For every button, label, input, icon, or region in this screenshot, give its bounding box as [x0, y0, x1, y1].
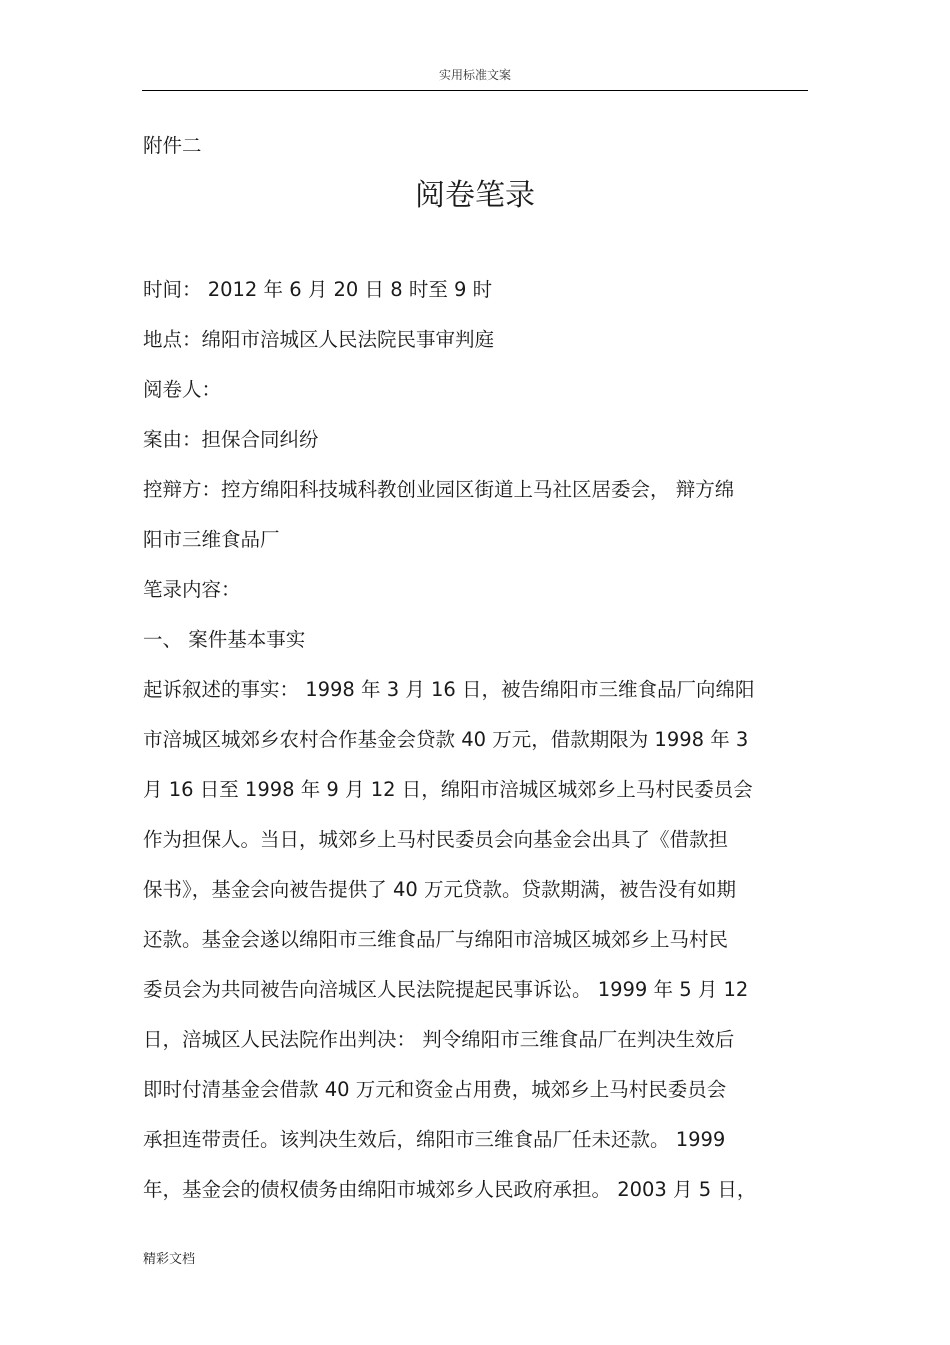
body-line: 保书》，基金会向被告提供了 40 万元贷款。贷款期满，被告没有如期 — [143, 878, 736, 901]
body-line: 委员会为共同被告向涪城区人民法院提起民事诉讼。 1999 年 5 月 12 — [143, 978, 749, 1001]
page-header: 实用标准文案 — [438, 68, 511, 82]
body-line: 笔录内容： — [143, 578, 241, 601]
body-line: 阳市三维食品厂 — [143, 528, 280, 551]
header-rule — [142, 90, 808, 91]
body-line: 日，涪城区人民法院作出判决： 判令绵阳市三维食品厂在判决生效后 — [143, 1028, 735, 1051]
body-line: 案由：担保合同纠纷 — [143, 428, 319, 451]
body-line: 起诉叙述的事实： 1998 年 3 月 16 日，被告绵阳市三维食品厂向绵阳 — [143, 678, 755, 701]
body-line: 即时付清基金会借款 40 万元和资金占用费，城郊乡上马村民委员会 — [143, 1078, 727, 1101]
body-line: 控辩方：控方绵阳科技城科教创业园区街道上马社区居委会， 辩方绵 — [143, 478, 735, 501]
section-heading: 一、 案件基本事实 — [143, 628, 306, 651]
body-line: 月 16 日至 1998 年 9 月 12 日，绵阳市涪城区城郊乡上马村民委员会 — [143, 778, 753, 801]
page-title: 阅卷笔录 — [415, 178, 535, 213]
body-line: 时间： 2012 年 6 月 20 日 8 时至 9 时 — [143, 278, 493, 301]
body-line: 阅卷人： — [143, 378, 222, 401]
body-line: 年，基金会的债权债务由绵阳市城郊乡人民政府承担。 2003 月 5 日， — [143, 1178, 757, 1201]
body-line: 作为担保人。当日，城郊乡上马村民委员会向基金会出具了《借款担 — [143, 828, 729, 851]
body-line: 地点：绵阳市涪城区人民法院民事审判庭 — [143, 328, 495, 351]
body-line: 承担连带责任。该判决生效后，绵阳市三维食品厂任未还款。 1999 — [143, 1128, 726, 1151]
body-line: 还款。基金会遂以绵阳市三维食品厂与绵阳市涪城区城郊乡上马村民 — [143, 928, 729, 951]
page-footer: 精彩文档 — [143, 1252, 196, 1267]
body-line: 市涪城区城郊乡农村合作基金会贷款 40 万元，借款期限为 1998 年 3 — [143, 728, 749, 751]
attachment-label: 附件二 — [143, 134, 202, 157]
